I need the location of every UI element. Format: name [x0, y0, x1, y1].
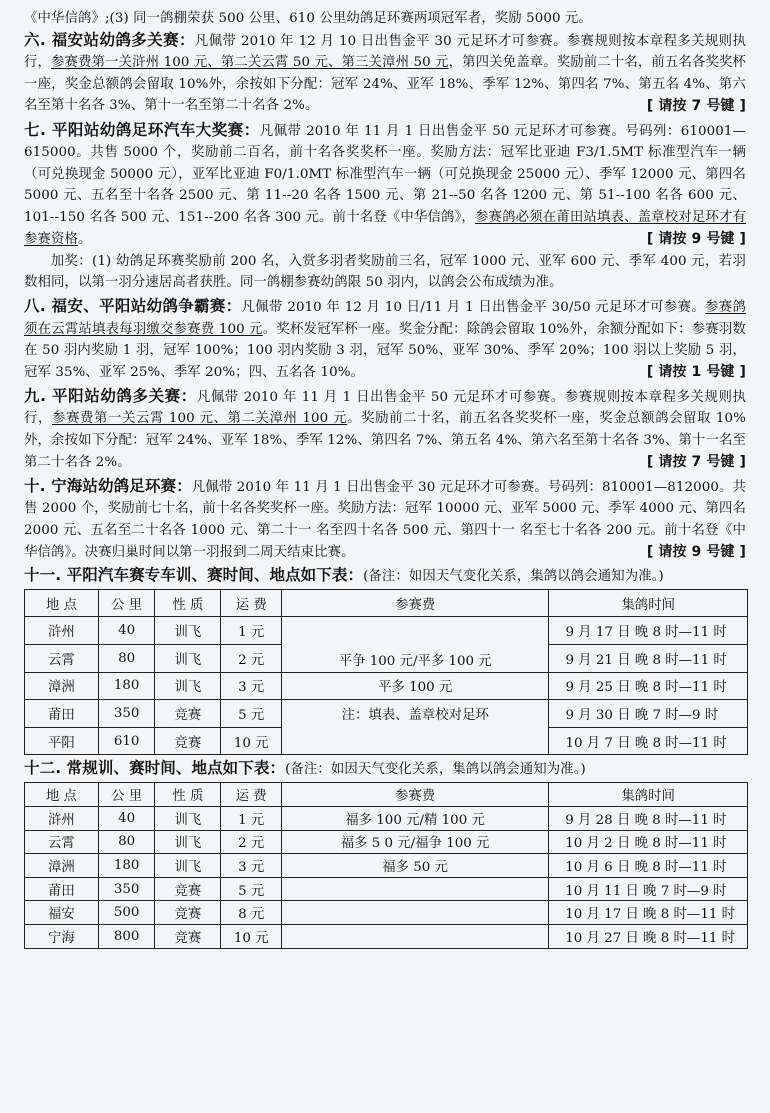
cell-type: 竞赛 — [155, 877, 221, 901]
section-7-text-b: 。 — [77, 231, 92, 247]
section-6-underlined: 参赛费第一关浒州 100 元、第二关云霄 50 元、第三关漳州 50 元 — [51, 55, 449, 71]
col-entry: 参赛费 — [281, 783, 548, 807]
section-11-title: 十一. 平阳汽车赛专车训、赛时间、地点如下表： — [24, 565, 364, 584]
section-7-underlined: 参赛鸽必须在莆田站填表、盖章校对足环才有参赛资格 — [24, 209, 746, 247]
cell-place: 浒州 — [25, 617, 99, 645]
cell-type: 竞赛 — [155, 700, 221, 728]
cell-fee: 1 元 — [221, 617, 281, 645]
cell-type: 训飞 — [155, 830, 221, 854]
cell-place: 浒州 — [25, 806, 99, 830]
section-6-key-hint: [ 请按 7 号键 ] — [646, 97, 746, 114]
cell-time: 10 月 27 日 晚 8 时—11 时 — [549, 924, 748, 948]
section-12-note: (备注：如因天气变化关系，集鸽以鸽会通知为准。) — [285, 762, 586, 778]
col-place: 地 点 — [25, 589, 99, 617]
cell-km: 80 — [98, 645, 154, 673]
table-row — [25, 830, 748, 854]
col-type: 性 质 — [155, 783, 221, 807]
table-header-row — [25, 589, 748, 617]
cell-fee: 5 元 — [221, 877, 281, 901]
cell-entry: 福多 50 元 — [281, 854, 548, 878]
col-place: 地 点 — [25, 783, 99, 807]
section-7-text-a: 凡佩带 2010 年 11 月 1 日出售金平 50 元足环才可参赛。号码列：610001—615000。共售 5000 个，奖励前二百名，前十名各奖奖杯一座。奖励方法：冠军比亚迪 F3/1.5MT 标准型汽车一辆（可兑换现金 50000 元），亚军比亚迪 F0/1.0MT 标准型汽车一辆（可兑换现金 25000 元）、季军 12000 元、第四名 5000 元、五名至十名各 2500 元、第 11--20 名各 1500 元、第 21--50 名各 1200 元、第 51--100 名各 600 元、101--150 名各 500 元、151--200 名各 300 元。前十名登《中华信鸽》， — [24, 123, 746, 225]
cell-type: 训飞 — [155, 854, 221, 878]
section-12-heading — [24, 757, 746, 781]
cell-time: 9 月 17 日 晚 8 时—11 时 — [549, 617, 748, 645]
cell-km: 610 — [98, 727, 154, 755]
section-9-text-a: 凡佩带 2010 年 11 月 1 日出售金平 50 元足环才可参赛。参赛规则按本章程多关规则执行， — [24, 389, 746, 427]
section-6-text-b: ，第四关免盖章。奖励前二十名，前五名各奖奖杯一座，奖金总额鸽会留取 10%外，余按如下分配：冠军 24%、亚军 18%、季军 12%、第四名 7%、第五名 4%、第六名至第十名各 3%、第十一名至第二十名各 2%。 — [24, 55, 747, 114]
section-11-heading — [24, 564, 746, 588]
section-8-title: 八. 福安、平阳站幼鸽争霸赛： — [24, 296, 242, 315]
col-km: 公 里 — [98, 589, 154, 617]
table-row — [25, 901, 748, 925]
cell-fee: 2 元 — [221, 830, 281, 854]
cell-entry — [281, 877, 548, 901]
section-8-key-hint: [ 请按 1 号键 ] — [646, 364, 746, 381]
cell-time: 10 月 11 日 晚 7 时—9 时 — [549, 877, 748, 901]
schedule-table-11 — [24, 589, 748, 756]
col-km: 公 里 — [98, 783, 154, 807]
table-row — [25, 924, 748, 948]
cell-time: 10 月 7 日 晚 8 时—11 时 — [549, 727, 748, 755]
cell-entry: 福多 100 元/精 100 元 — [281, 806, 548, 830]
cell-km: 180 — [98, 672, 154, 700]
cell-place: 云霄 — [25, 830, 99, 854]
section-9-underlined: 参赛费第一关云霄 100 元、第二关漳州 100 元 — [52, 411, 348, 427]
table-row — [25, 617, 748, 645]
cell-fee: 2 元 — [221, 645, 281, 673]
cell-place: 莆田 — [25, 877, 99, 901]
cell-fee: 3 元 — [221, 854, 281, 878]
cell-km: 80 — [98, 830, 154, 854]
section-9-text-b: 。奖励前二十名，前五名各奖奖杯一座，奖金总额鸽会留取 10%外，余按如下分配：冠军 24%、亚军 18%、季军 12%、第四名 7%、第五名 4%、第六名至第十名各 3%、第十一名至第二十名各 2%。 — [24, 411, 746, 470]
section-9-title: 九. 平阳站幼鸽多关赛： — [24, 386, 197, 405]
section-7-key-hint: [ 请按 9 号键 ] — [646, 231, 746, 248]
col-fee: 运 费 — [221, 783, 281, 807]
col-time: 集鸽时间 — [549, 783, 748, 807]
cell-km: 40 — [98, 617, 154, 645]
section-7-title: 七. 平阳站幼鸽足环汽车大奖赛： — [24, 120, 260, 139]
cell-fee: 10 元 — [221, 727, 281, 755]
cell-place: 福安 — [25, 901, 99, 925]
table-row — [25, 700, 748, 728]
cell-entry — [281, 901, 548, 925]
section-10-key-hint: [ 请按 9 号键 ] — [646, 544, 746, 561]
col-entry: 参赛费 — [281, 589, 549, 617]
cell-type: 竞赛 — [155, 924, 221, 948]
cell-place: 漳洲 — [25, 672, 99, 700]
cell-fee: 8 元 — [221, 901, 281, 925]
cell-km: 500 — [98, 901, 154, 925]
cell-place: 云霄 — [25, 645, 99, 673]
intro-line: 《中华信鸽》;(3) 同一鸽棚荣获 500 公里、610 公里幼鸽足环赛两项冠军者，奖励 5000 元。 — [24, 11, 592, 26]
cell-time: 10 月 17 日 晚 8 时—11 时 — [549, 901, 748, 925]
cell-place: 宁海 — [25, 924, 99, 948]
cell-type: 竞赛 — [155, 901, 221, 925]
cell-entry — [281, 924, 548, 948]
schedule-table-12 — [24, 782, 748, 948]
cell-time: 10 月 2 日 晚 8 时—11 时 — [549, 830, 748, 854]
col-type: 性 质 — [155, 589, 221, 617]
col-time: 集鸽时间 — [549, 589, 748, 617]
table-row — [25, 854, 748, 878]
cell-type: 竞赛 — [155, 727, 221, 755]
section-8-underlined: 参赛鸽须在云霄站填表每羽缴交参赛费 100 元 — [24, 299, 746, 337]
cell-km: 350 — [98, 877, 154, 901]
cell-place: 莆田 — [25, 700, 99, 728]
section-12-title: 十二. 常规训、赛时间、地点如下表： — [24, 759, 286, 778]
cell-type: 训飞 — [155, 645, 221, 673]
cell-place: 平阳 — [25, 727, 99, 755]
section-8-text-a: 凡佩带 2010 年 12 月 10 日/11 月 1 日出售金平 30/50 元足环才可参赛。 — [241, 299, 706, 315]
section-9-key-hint: [ 请按 7 号键 ] — [646, 454, 746, 471]
col-fee: 运 费 — [221, 589, 281, 617]
section-11-note: (备注：如因天气变化关系，集鸽以鸽会通知为准。) — [363, 568, 664, 584]
cell-time: 9 月 30 日 晚 7 时—9 时 — [549, 700, 748, 728]
table-row — [25, 672, 748, 700]
table-header-row — [25, 783, 748, 807]
section-10-title: 十. 宁海站幼鸽足环赛： — [24, 476, 192, 495]
cell-time: 9 月 28 日 晚 8 时—11 时 — [549, 806, 748, 830]
cell-place: 漳洲 — [25, 854, 99, 878]
cell-type: 训飞 — [155, 617, 221, 645]
cell-km: 180 — [98, 854, 154, 878]
section-6-text-a: 凡佩带 2010 年 12 月 10 日出售金平 30 元足环才可参赛。参赛规则按本章程多关规则执行， — [24, 33, 746, 71]
section-6-title: 六. 福安站幼鸽多关赛： — [24, 30, 195, 49]
cell-fee: 5 元 — [221, 700, 281, 728]
cell-km: 40 — [98, 806, 154, 830]
cell-fee: 1 元 — [221, 806, 281, 830]
cell-time: 9 月 21 日 晚 8 时—11 时 — [549, 645, 748, 673]
cell-time: 10 月 6 日 晚 8 时—11 时 — [549, 854, 748, 878]
section-7-extra: 加奖：(1) 幼鸽足环赛奖励前 200 名，入赏多羽者奖励前三名，冠军 1000 元、亚军 600 元、季军 400 元，若羽数相同，以第一羽分速居高者获胜。同一鸽棚参赛幼鸽限 50 羽内，以鸽会公布成绩为准。 — [24, 253, 746, 291]
cell-entry: 平争 100 元/平多 100 元 — [281, 617, 549, 672]
cell-fee: 3 元 — [221, 672, 281, 700]
cell-type: 训飞 — [155, 806, 221, 830]
section-8-text-b: 。奖杯发冠军杯一座。奖金分配：除鸽会留取 10%外，余额分配如下：参赛羽数在 50 羽内奖励 1 羽，冠军 100%；100 羽内奖励 3 羽，冠军 50%、亚军 30%、季军 20%；100 羽以上奖励 5 羽，冠军 35%、亚军 25%、季军 20%；四、五名各 10%。 — [24, 321, 746, 380]
section-10-text-a: 凡佩带 2010 年 11 月 1 日出售金平 30 元足环才可参赛。号码列：810001—812000。共售 2000 个，奖励前七十名，前十名各奖奖杯一座。奖励方法：冠军 10000 元、亚军 5000 元、季军 4000 元、第四名 2000 元、五名至二十名各 1000 元、第二十一 名至四十名各 500 元、第四十一 名至七十名各 200 元。前十名登《中华信鸽》。决赛归巢时间以第一羽报到二周天结束比赛。 — [24, 479, 746, 560]
cell-type: 训飞 — [155, 672, 221, 700]
table-row — [25, 806, 748, 830]
cell-km: 800 — [98, 924, 154, 948]
cell-entry: 福多 5 0 元/福争 100 元 — [281, 830, 548, 854]
cell-entry: 注：填表、盖章校对足环 — [281, 700, 549, 755]
cell-entry: 平多 100 元 — [281, 672, 549, 700]
cell-fee: 10 元 — [221, 924, 281, 948]
cell-km: 350 — [98, 700, 154, 728]
cell-time: 9 月 25 日 晚 8 时—11 时 — [549, 672, 748, 700]
table-row — [25, 877, 748, 901]
